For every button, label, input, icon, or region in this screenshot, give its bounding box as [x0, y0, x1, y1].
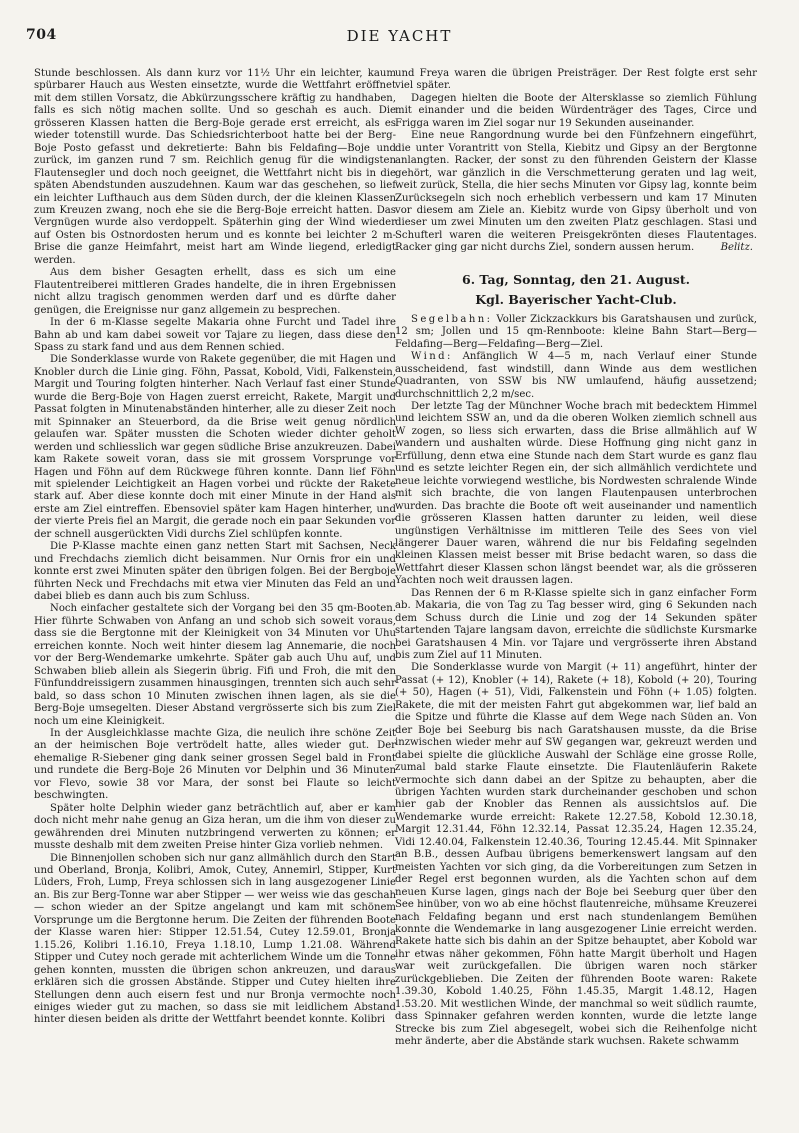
wind-paragraph [395, 351, 757, 401]
paragraph-text: Eine neue Rangordnung wurde bei den Fünfzehnern eingeführt, die unter Vorantritt von Stella, Kiebitz und Gipsy an der Bergtonne anlangten. Racker, der sonst zu den führenden Geistern der Klasse gehört, war gänzlich in die Verschmetterung geraten und lag weit, weit zurück, Stella, die hier sechs Minuten vor Gipsy lag, konnte beim Zurücksegeln sich noch erheblich verbessern und kam 17 Minuten vor diesem am Ziele an. Kiebitz wurde von Gipsy überholt und von dieser um zwei Minuten um den zweiten Platz geschlagen. Stasi und Schufterl waren die weiteren Preisgekrönten dieses Flautentages. Racker ging gar nicht durchs Ziel, sondern aussen herum. [395, 130, 757, 254]
paragraph: In der 6 m-Klasse segelte Makaria ohne Furcht und Tadel ihre Bahn ab und kam dabei soweit vor Tajare zu liegen, dass diese den Spass zu stark fand und aus dem Rennen schied. [34, 317, 396, 353]
paragraph: Die Sonderklasse wurde von Margit (+ 11) angeführt, hinter der Passat (+ 12), Knobler (+ 14), Rakete (+ 18), Kobold (+ 20), Touring (+ 50), Hagen (+ 51), Vidi, Falkenstein und Föhn (+ 1.05) folgten. Rakete, die mit der meisten Fahrt gut abgekommen war, lief bald an die Spitze und führte die Klasse auf dem Wege nach Süden an. Von der Boje bei Seeburg bis nach Garatshausen musste, da die Brise inzwischen wieder mehr auf SW gegangen war, gekreuzt werden und dabei spielte die glückliche Auswahl der Schläge eine grosse Rolle, zumal bald starke Flaute einsetzte. Die Flautenläuferin Rakete vermochte sich dann dabei an der Spitze zu behaupten, aber die übrigen Yachten wurden stark durcheinander geschoben und schon hier gab der Knobler das Rennen als aussichtslos auf. Die Wendemarke wurde erreicht: Rakete 12.27.58, Kobold 12.30.18, Margit 12.31.44, Föhn 12.32.14, Passat 12.35.24, Hagen 12.35.24, Vidi 12.40.04, Falkenstein 12.40.36, Touring 12.45.44. Mit Spinnaker an B.B., dessen Aufbau übrigens bemerkenswert langsam auf den meisten Yachten vor sich ging, da die Vorbereitungen zum Setzen in der Regel erst begonnen wurden, als die Yachten schon auf dem neuen Kurse lagen, gings nach der Boje bei Seeburg quer über den See hinüber, von wo ab eine höchst flautenreiche, mühsame Kreuzerei nach Feldafing begann und erst nach stundenlangem Bemühen konnte die Wendemarke in lang ausgezogener Linie erreicht werden. Rakete hatte sich bis dahin an der Spitze behauptet, aber Kobold war ihr etwas näher gekommen, Föhn hatte Margit überholt und Hagen war weit zurückgefallen. Die übrigen waren noch stärker zurückgeblieben. Die Zeiten der führenden Boote waren: Rakete 1.39.30, Kobold 1.40.25, Föhn 1.45.35, Margit 1.48.12, Hagen 1.53.20. Mit westlichen Winde, der manchmal so weit südlich raumte, dass Spinnaker gefahren werden konnten, wurde die letzte lange Strecke bis zum Ziel abgesegelt, wobei sich die Reihenfolge nicht mehr änderte, aber die Abstände stark wuchsen. Rakete schwamm [395, 662, 757, 1048]
course-text: Voller Zickzackkurs bis Garatshausen und zurück, 12 sm; Jollen und 15 qm-Rennboote: kleine Bahn Start—Berg—Feldafing—Berg—Feldafing—Berg—Ziel. [395, 313, 757, 350]
paragraph: Die Binnenjollen schoben sich nur ganz allmählich durch den Start und Oberland, Bronja, Kolibri, Amok, Cutey, Annemirl, Stipper, Kurt Lüders, Froh, Lump, Freya schlossen sich in lang ausgezogener Linie an. Bis zur Berg-Tonne war aber Stipper — wer weiss wie das geschah — schon wieder an der Spitze angelangt und kam mit schönem Vorsprunge um die Bergtonne herum. Die Zeiten der führenden Boote der Klasse waren hier: Stipper 12.51.54, Cutey 12.59.01, Bronja 1.15.26, Kolibri 1.16.10, Freya 1.18.10, Lump 1.21.08. Während Stipper und Cutey noch gerade mit achterlichem Winde um die Tonne gehen konnten, mussten die übrigen schon ankreuzen, und daraus erklären sich die grossen Abstände. Stipper und Cutey hielten ihre Stellungen denn auch eisern fest und nur Bronja vermochte noch einiges wieder gut zu machen, so dass sie mit leidlichem Abstand hinter diesen beiden als dritte der Wettfahrt beendet konnte. Kolibri [34, 852, 396, 1026]
paragraph: Die Sonderklasse wurde von Rakete gegenüber, die mit Hagen und Knobler durch die Linie ging. Föhn, Passat, Kobold, Vidi, Falkenstein, Margit und Touring folgten hinterher. Nach Verlauf fast einer Stunde wurde die Berg-Boje von Hagen zuerst erreicht, Rakete, Margit und Passat folgten in Minutenabständen hinterher, alle zu dieser Zeit noch mit Spinnaker an Steuerbord, da die Brise weit genug nördlich gelaufen war. Später mussten die Schoten wieder dichter geholt werden und schliesslich war gegen südliche Brise anzukreuzen. Dabei kam Rakete soweit voran, dass sie mit grossem Vorsprunge vor Hagen und Föhn auf dem Rückwege führen konnte. Dann lief Föhn mit spielender Leichtigkeit an Hagen vorbei und rückte der Rakete stark auf. Aber diese konnte doch mit einer Minute in der Hand als erste am Ziel eintreffen. Ebensoviel später kam Hagen hinterher, und der vierte Preis fiel an Margit, die gerade noch ein paar Sekunden vor der schnell ausgerückten Vidi durchs Ziel schlüpfen konnte. [34, 354, 396, 540]
paragraph: Das Rennen der 6 m R-Klasse spielte sich in ganz einfacher Form ab. Makaria, die von Tag zu Tag besser wird, ging 6 Sekunden nach dem Schuss durch die Linie und zog der 14 Sekunden später startenden Tajare langsam davon, erreichte die südlichste Kursmarke bei Garatshausen 4 Min. vor Tajare und vergrösserte ihren Abstand bis zum Ziel auf 11 Minuten. [395, 587, 757, 662]
right-column [395, 68, 757, 1049]
running-head: DIE YACHT [346, 27, 453, 45]
paragraph: Der letzte Tag der Münchner Woche brach mit bedecktem Himmel und leichtem SSW an, und da die oberen Wolken ziemlich schnell aus W zogen, so liess sich erwarten, dass die Brise allmählich auf W wandern und aushalten würde. Diese Hoffnung ging nicht ganz in Erfüllung, denn etwa eine Stunde nach dem Start wurde es ganz flau und es setzte leichter Regen ein, der sich allmählich verdichtete und neue leichte vorwiegend westliche, bis Nordwesten schralende Winde mit sich brachte, die von langen Flautenpausen unterbrochen wurden. Das brachte die Boote oft weit auseinander und namentlich die grösseren Klassen hatten darunter zu leiden, weil diese ungünstigen Verhältnisse im mittleren Teile des Sees von viel längerer Dauer waren, während die nur bis Feldafing segelnden kleinen Klassen meist besser mit Brise bedacht waren, so dass die Wettfahrt dieser Klassen schon längst beendet war, als die grösseren Yachten noch weit draussen lagen. [395, 400, 757, 587]
paragraph: Aus dem bisher Gesagten erhellt, dass es sich um eine Flautentreiberei mittleren Grades handelte, die in ihren Ergebnissen nicht allzu tragisch genommen werden darf und es dürfte daher genügen, die Ereignisse nur ganz allgemein zu besprechen. [34, 267, 396, 316]
paragraph: und Freya waren die übrigen Preisträger. Der Rest folgte erst sehr viel später. [395, 68, 757, 92]
paragraph: Noch einfacher gestaltete sich der Vorgang bei den 35 qm-Booten. Hier führte Schwaben von Anfang an und schob sich soweit voraus, dass sie die Bergtonne mit der Kleinigkeit von 34 Minuten vor Uhu erreichen konnte. Noch weit hinter diesem lag Annemarie, die noch vor der Berg-Wendemarke umkehrte. Später gab auch Uhu auf, und Schwaben blieb allein als Siegerin übrig. Fifi und Froh, die mit den Fünfunddreissigern zusammen hinausgingen, trennten sich auch sehr bald, so dass schon 10 Minuten zwischen ihnen lagen, als sie die Berg-Boje umsegelten. Dieser Abstand vergrösserte sich bis zum Ziel noch um eine Kleinigkeit. [34, 603, 396, 727]
paragraph: Dagegen hielten die Boote der Altersklasse so ziemlich Fühlung mit einander und die beiden Würdenträger des Tages, Circe und Frigga waren im Ziel sogar nur 19 Sekunden auseinander. [395, 92, 757, 129]
paragraph: Die P-Klasse machte einen ganz netten Start mit Sachsen, Neck und Frechdachs ziemlich dicht beisammen. Nur Ornis fror ein und konnte erst zwei Minuten später den übrigen folgen. Bei der Bergboje führten Neck und Frechdachs mit etwa vier Minuten das Feld an und dabei blieb es dann auch bis zum Schluss. [34, 541, 396, 603]
course-label: Segelbahn: [411, 313, 493, 325]
paragraph: Später holte Delphin wieder ganz beträchtlich auf, aber er kam doch nicht mehr nahe genug an Giza heran, um die ihm von dieser zu gewährenden drei Minuten nutzbringend verwerten zu können; er musste deshalb mit dem zweiten Preise hinter Giza vorlieb nehmen. [34, 802, 396, 852]
section-heading: 6. Tag, Sonntag, den 21. August. [462, 271, 690, 287]
club-heading: Kgl. Bayerischer Yacht-Club. [475, 291, 677, 307]
wind-text: Anfänglich W 4—5 m, nach Verlauf einer Stunde ausscheidend, fast windstill, dann Winde aus dem westlichen Quadranten, von SSW bis NW umlaufend, häufig aussetzend; durchschnittlich 2,2 m/sec. [395, 351, 757, 400]
paragraph: In der Ausgleichklasse machte Giza, die neulich ihre schöne Zeit an der heimischen Boje vertrödelt hatte, alles wieder gut. Der ehemalige R-Siebener ging dank seiner grossen Segel bald in Front und rundete die Berg-Boje 26 Minuten vor Delphin und 36 Minuten vor Flevo, sowie 38 vor Mara, der sonst bei Flaute so leicht beschwingten. [34, 728, 396, 802]
paragraph: Stunde beschlossen. Als dann kurz vor 11½ Uhr ein leichter, kaum spürbarer Hauch aus Westen einsetzte, wurde die Wettfahrt eröffnet mit dem stillen Vorsatz, die Abkürzungsschere kräftig zu handhaben, falls es sich nötig machen sollte. Und so geschah es auch. Die grösseren Klassen hatten die Berg-Boje gerade erst erreicht, als es wieder totenstill wurde. Das Schiedsrichterboot hatte bei der Berg-Boje Posto gefasst und dekretierte: Bahn bis Feldafing—Boje und zurück, im ganzen rund 7 sm. Reichlich genug für die windigsten Flautensegler und doch noch geeignet, die Wettfahrt nicht bis in die späten Abendstunden auszudehnen. Kaum war das geschehen, so lief ein leichter Lufthauch aus dem Süden durch, der die kleinen Klassen zum Kreuzen zwang, noch ehe sie die Berg-Boje erreicht hatten. Das Vergnügen wurde also verdoppelt. Späterhin ging der Wind wieder auf Osten bis Ostnordosten herum und es konnte bei leichter 2 m-Brise die ganze Heimfahrt, meist hart am Winde liegend, erledigt werden. [34, 68, 396, 266]
paragraph [395, 130, 757, 255]
wind-label: Wind: [411, 351, 453, 363]
author-signature: Belitz. [720, 242, 753, 254]
course-paragraph [395, 314, 757, 351]
page-number: 704 [26, 27, 57, 43]
left-column [34, 68, 396, 1027]
